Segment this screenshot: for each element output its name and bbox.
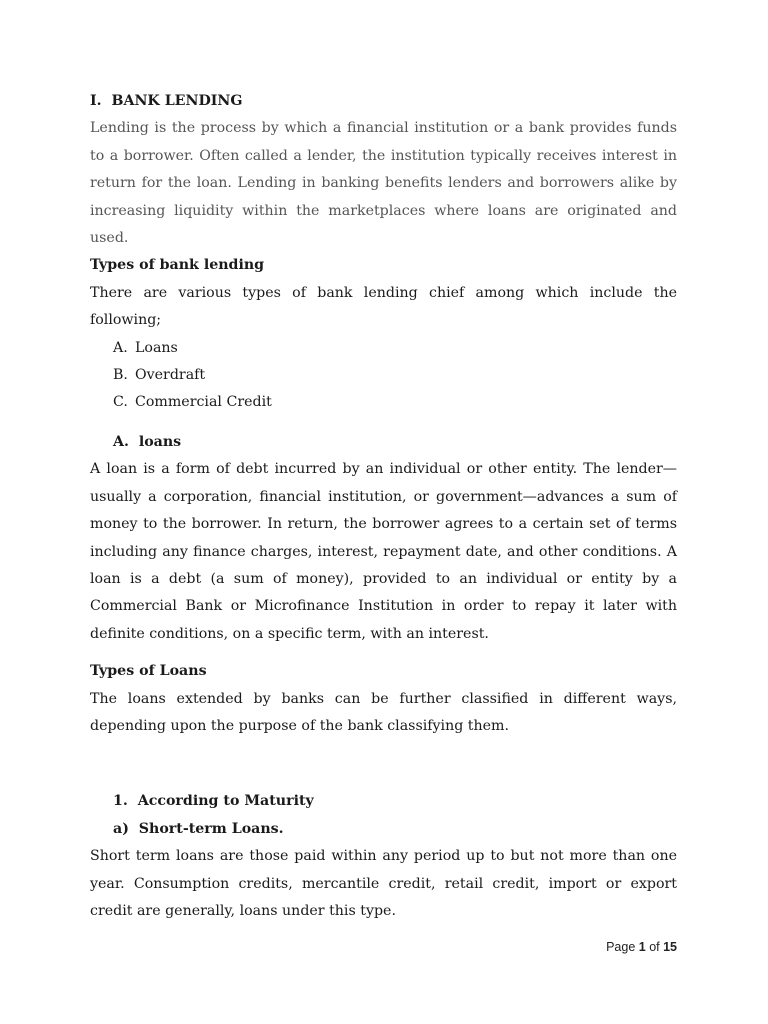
spacer <box>90 740 677 788</box>
page-current: 1 <box>638 940 646 954</box>
spacer <box>90 417 677 429</box>
according-to-maturity-heading: 1. According to Maturity <box>113 793 314 810</box>
bank-lending-paragraph: Lending is the process by which a financial institution or a bank provides funds to a borrower. Often called a lender, the institution typically receives interest in return for the loan. Lending in banking benefits lenders and borrowers alike by increasing liquidity within the marketplaces where loans are originated and used. <box>90 120 677 247</box>
page-total: 15 <box>663 940 677 954</box>
list-marker: C. <box>113 394 128 411</box>
list-item <box>90 335 677 362</box>
short-term-loans-heading: a) Short-term Loans. <box>113 820 284 837</box>
page-prefix: Page <box>606 940 639 954</box>
list-marker: A. <box>113 339 128 356</box>
types-of-loans-paragraph: The loans extended by banks can be further classified in different ways, depending upon the purpose of the bank classifying them. <box>90 690 677 734</box>
spacer <box>90 648 677 658</box>
list-marker: B. <box>113 367 128 384</box>
document-page <box>90 88 677 925</box>
list-item-label: Commercial Credit <box>135 394 272 411</box>
section-heading-bank-lending: I. BANK LENDING <box>90 93 243 109</box>
types-of-loans-heading: Types of Loans <box>90 663 207 680</box>
list-item <box>90 362 677 389</box>
lending-types-list <box>90 335 677 417</box>
list-item-label: Loans <box>135 339 178 356</box>
types-of-bank-lending-text: There are various types of bank lending chief among which include the following; <box>90 284 677 329</box>
loans-heading: A. loans <box>113 433 182 450</box>
page-middle: of <box>645 940 664 954</box>
list-item-label: Overdraft <box>135 367 206 384</box>
types-of-bank-lending-heading: Types of bank lending <box>90 257 265 274</box>
page-number <box>560 940 677 954</box>
short-term-loans-paragraph: Short term loans are those paid within any period up to but not more than one year. Consumption credits, mercantile credit, retail credit, import or export credit are generally, loans under this type. <box>90 848 677 919</box>
list-item <box>90 389 677 416</box>
loans-paragraph: A loan is a form of debt incurred by an individual or other entity. The lender—usually a corporation, financial institution, or government—advances a sum of money to the borrower. In return, the borrower agrees to a certain set of terms including any finance charges, interest, repayment date, and other conditions. A loan is a debt (a sum of money), provided to an individual or entity by a Commercial Bank or Microfinance Institution in order to repay it later with definite conditions, on a specific term, with an interest. <box>90 461 677 642</box>
